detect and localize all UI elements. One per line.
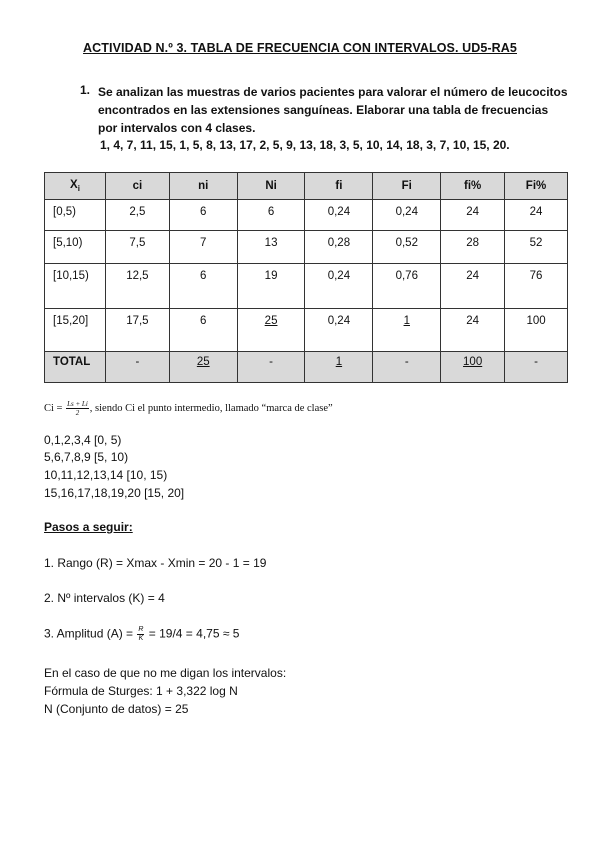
table-cell: 0,24 — [373, 200, 441, 231]
table-cell: - — [237, 352, 305, 383]
table-cell: 0,28 — [305, 231, 373, 264]
table-cell: 0,24 — [305, 200, 373, 231]
question-data: 1, 4, 7, 11, 15, 1, 5, 8, 13, 17, 2, 5, 9, 13, 18, 3, 5, 10, 14, 18, 3, 7, 10, 15, 20. — [100, 138, 510, 152]
table-cell: 1 — [373, 309, 441, 352]
table-cell: 6 — [237, 200, 305, 231]
step-amplitude: 3. Amplitud (A) = $\frac{R}{K}$ = 19/4 = 4,75 ≈ 5 — [44, 626, 240, 642]
table-total-row — [45, 352, 568, 383]
table-cell: - — [105, 352, 169, 383]
table-row — [45, 231, 568, 264]
table-cell: 7 — [169, 231, 237, 264]
table-cell: - — [373, 352, 441, 383]
table-cell: 24 — [505, 200, 568, 231]
frequency-table — [44, 172, 568, 383]
table-cell: 0,52 — [373, 231, 441, 264]
table-cell: 24 — [441, 200, 505, 231]
header-Fi-percent: Fi% — [505, 173, 568, 200]
table-cell: 100 — [441, 352, 505, 383]
header-fi-percent: fi% — [441, 173, 505, 200]
table-cell: 25 — [169, 352, 237, 383]
group-line: 5,6,7,8,9 [5, 10) — [44, 450, 129, 464]
step-range: 1. Rango (R) = Xmax - Xmin = 20 - 1 = 19 — [44, 556, 267, 570]
table-cell: 0,24 — [305, 264, 373, 309]
page-title: ACTIVIDAD N.º 3. TABLA DE FRECUENCIA CON INTERVALOS. UD5-RA5 — [83, 41, 517, 55]
table-cell: 25 — [237, 309, 305, 352]
total-label: TOTAL — [45, 352, 106, 383]
table-cell: 76 — [505, 264, 568, 309]
table-cell: 24 — [441, 264, 505, 309]
table-row — [45, 264, 568, 309]
header-Fi: Fi — [373, 173, 441, 200]
header-ci: ci — [105, 173, 169, 200]
group-line: 10,11,12,13,14 [10, 15) — [44, 468, 168, 482]
group-line: 0,1,2,3,4 [0, 5) — [44, 433, 122, 447]
question-text: Se analizan las muestras de varios pacientes para valorar el número de leucocitos encontrados en las extensiones sanguíneas. Elaborar una tabla de frecuencias por intervalos con 4 clases. — [98, 85, 568, 135]
table-cell: 17,5 — [105, 309, 169, 352]
table-cell: 28 — [441, 231, 505, 264]
table-cell: [5,10) — [45, 231, 106, 264]
table-cell: 13 — [237, 231, 305, 264]
table-header-row — [45, 173, 568, 200]
group-line: 15,16,17,18,19,20 [15, 20] — [44, 486, 185, 500]
table-cell: 12,5 — [105, 264, 169, 309]
table-cell: 7,5 — [105, 231, 169, 264]
table-cell: 2,5 — [105, 200, 169, 231]
question-number: 1. — [80, 83, 91, 97]
table-cell: [10,15) — [45, 264, 106, 309]
table-cell: 6 — [169, 309, 237, 352]
note-line: N (Conjunto de datos) = 25 — [44, 702, 189, 716]
table-cell: 24 — [441, 309, 505, 352]
table-cell: - — [505, 352, 568, 383]
table-cell: 0,76 — [373, 264, 441, 309]
header-fi: fi — [305, 173, 373, 200]
header-xi: $X_i$ — [45, 173, 106, 200]
table-cell: 19 — [237, 264, 305, 309]
table-cell: 6 — [169, 200, 237, 231]
table-cell: 1 — [305, 352, 373, 383]
table-cell: 0,24 — [305, 309, 373, 352]
table-row — [45, 309, 568, 352]
amplitude-fraction: $\frac{R}{K}$ — [138, 626, 144, 642]
table-row — [45, 200, 568, 231]
table-cell: 6 — [169, 264, 237, 309]
table-cell: [15,20] — [45, 309, 106, 352]
header-Ni: Ni — [237, 173, 305, 200]
class-mark-fraction: $\frac{Ls + Li}{2}$ — [67, 400, 88, 417]
table-cell: [0,5) — [45, 200, 106, 231]
note-line: En el caso de que no me digan los intervalos: — [44, 666, 287, 680]
table-cell: 52 — [505, 231, 568, 264]
class-mark-formula: Ci = $\frac{Ls + Li}{2}$ , siendo Ci el punto intermedio, llamado “marca de clase” — [44, 400, 333, 417]
step-intervals: 2. Nº intervalos (K) = 4 — [44, 591, 165, 605]
table-cell: 100 — [505, 309, 568, 352]
steps-heading: Pasos a seguir: — [44, 520, 133, 534]
note-line: Fórmula de Sturges: 1 + 3,322 log N — [44, 684, 238, 698]
header-ni: ni — [169, 173, 237, 200]
